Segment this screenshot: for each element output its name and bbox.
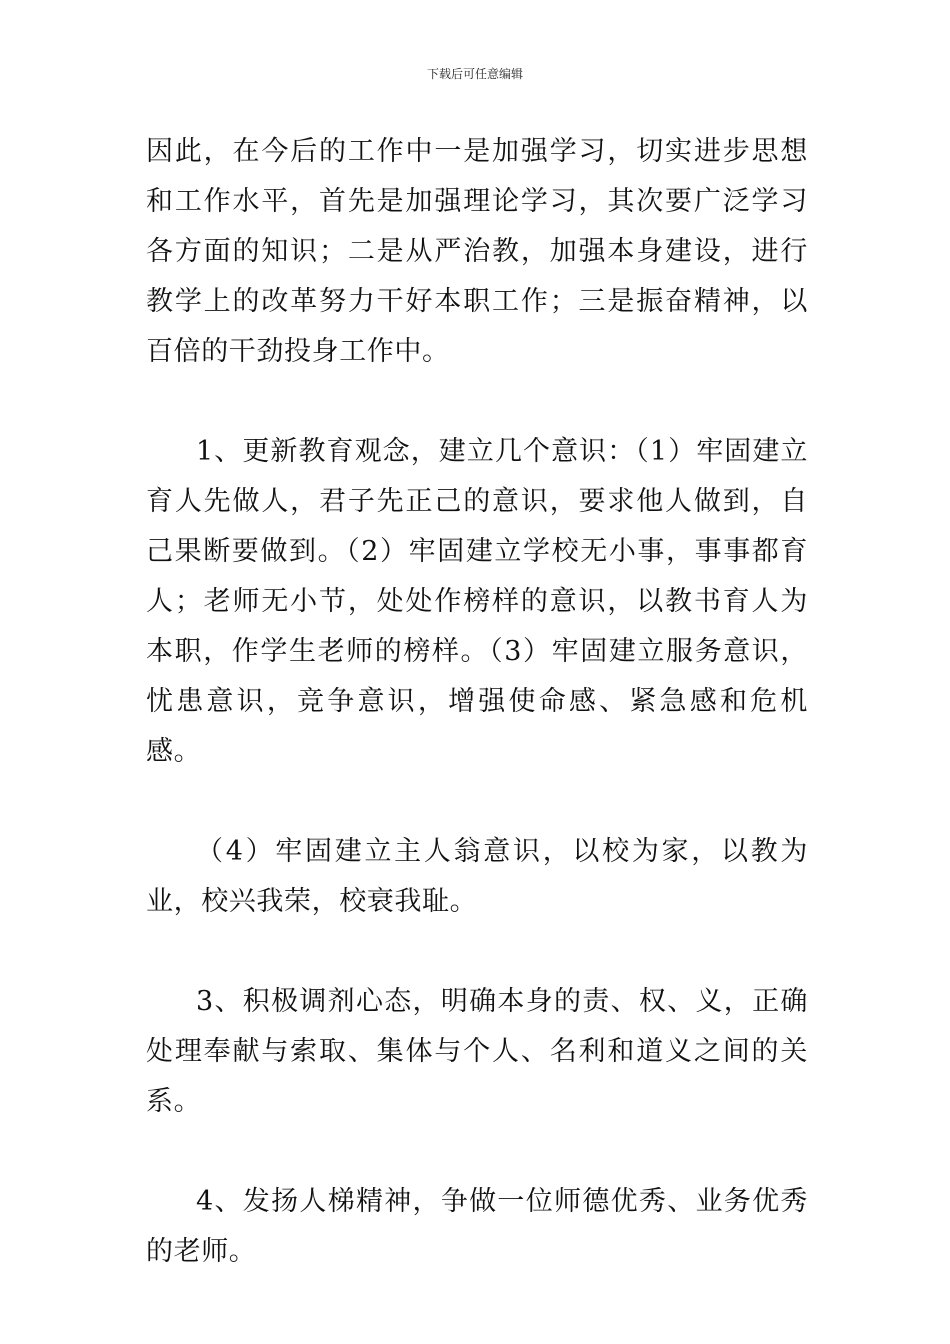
page-header: 下载后可任意编辑 <box>426 67 523 81</box>
paragraph-item-4: 4、发扬人梯精神，争做一位师德优秀、业务优秀的老师。 <box>146 1186 808 1267</box>
paragraph-item-1: 1、更新教育观念，建立几个意识：（1）牢固建立育人先做人，君子先正己的意识，要求他人做到，自己果断要做到。（2）牢固建立学校无小事，事事都育人；老师无小节，处处作榜样的意识，以教书育人为本职，作学生老师的榜样。（3）牢固建立服务意识，忧患意识，竞争意识，增强使命感、紧急感和危机感。 <box>146 436 808 767</box>
paragraph-summary: 因此，在今后的工作中一是加强学习，切实进步思想和工作水平，首先是加强理论学习，其次要广泛学习各方面的知识；二是从严治教，加强本身建设，进行教学上的改革努力干好本职工作；三是振奋精神，以百倍的干劲投身工作中。 <box>146 136 808 367</box>
document-body <box>146 127 808 1277</box>
paragraph-item-3: 3、积极调剂心态，明确本身的责、权、义，正确处理奉献与索取、集体与个人、名利和道义之间的关系。 <box>146 986 808 1117</box>
paragraph-item-4-sub: （4）牢固建立主人翁意识，以校为家，以教为业，校兴我荣，校衰我耻。 <box>146 836 808 917</box>
